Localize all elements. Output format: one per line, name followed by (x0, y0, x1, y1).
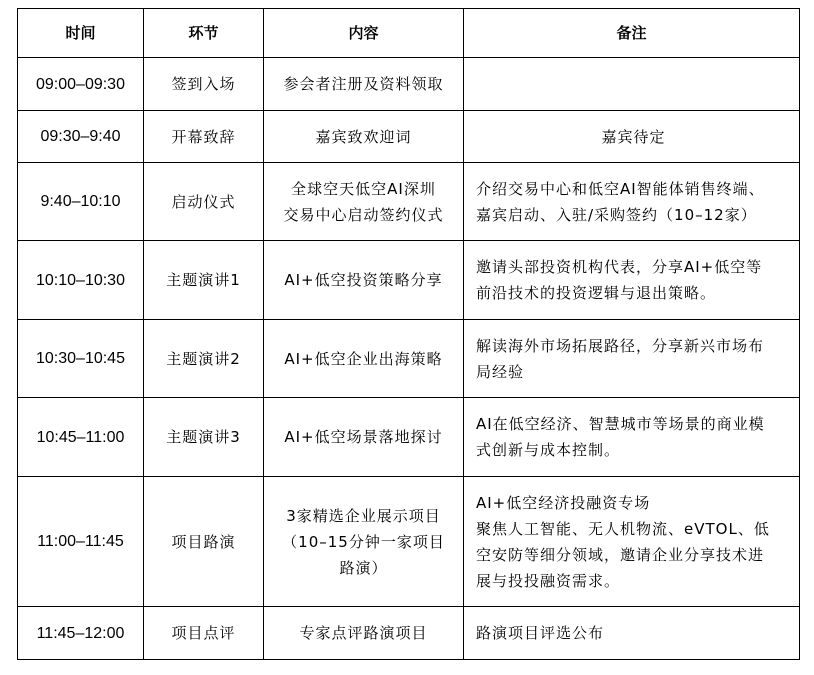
cell-content (264, 607, 464, 660)
table-header-row (18, 9, 800, 58)
notes-text (464, 254, 799, 306)
stage-text: 主题演讲1 (166, 271, 241, 289)
notes-text (464, 490, 799, 594)
content-line: 专家点评路演项目 (299, 624, 428, 642)
content-text (264, 620, 463, 646)
time-text: 11:45–12:00 (36, 624, 125, 642)
notes-line: AI+低空经济投融资专场 (476, 493, 651, 512)
cell-content (264, 477, 464, 607)
cell-time (18, 241, 144, 320)
content-line: 嘉宾致欢迎词 (315, 127, 412, 146)
table-row (18, 111, 800, 163)
table-row (18, 398, 800, 477)
cell-stage (144, 477, 264, 607)
notes-text (464, 333, 799, 385)
content-line: 全球空天低空AI深圳 (291, 179, 436, 198)
notes-line: 嘉宾待定 (601, 127, 666, 146)
cell-notes (464, 607, 800, 660)
cell-stage (144, 320, 264, 398)
notes-line: 介绍交易中心和低空AI智能体销售终端、 (476, 179, 765, 198)
content-text (264, 267, 463, 293)
table-row (18, 163, 800, 241)
stage-text: 启动仪式 (171, 192, 236, 211)
notes-line: 路演项目评选公布 (476, 624, 605, 642)
notes-line: 局经验 (476, 362, 525, 381)
table-row (18, 477, 800, 607)
content-text (264, 346, 463, 372)
cell-stage (144, 398, 264, 477)
notes-line: 空安防等细分领域，邀请企业分享技术进 (476, 545, 765, 564)
time-text: 11:00–11:45 (37, 533, 124, 550)
agenda-table (17, 8, 800, 660)
content-line: 参会者注册及资料领取 (283, 75, 444, 93)
time-text: 10:10–10:30 (36, 271, 125, 289)
cell-notes (464, 163, 800, 241)
content-line: AI+低空投资策略分享 (284, 271, 443, 289)
content-text (264, 424, 463, 450)
time-text: 10:30–10:45 (36, 350, 125, 367)
content-text (264, 124, 463, 150)
stage-text: 开幕致辞 (171, 127, 236, 146)
cell-stage (144, 241, 264, 320)
header-time: 时间 (18, 9, 144, 58)
content-line: 交易中心启动签约仪式 (283, 205, 444, 224)
cell-content (264, 320, 464, 398)
stage-text: 签到入场 (171, 75, 236, 93)
cell-stage (144, 111, 264, 163)
header-content: 内容 (264, 9, 464, 58)
cell-notes (464, 398, 800, 477)
notes-text (464, 620, 799, 646)
content-line: AI+低空场景落地探讨 (284, 428, 443, 446)
header-stage: 环节 (144, 9, 264, 58)
stage-text: 主题演讲3 (166, 428, 241, 446)
cell-time (18, 320, 144, 398)
notes-line: 展与投投融资需求。 (476, 571, 621, 590)
cell-time (18, 58, 144, 111)
cell-notes (464, 477, 800, 607)
notes-line: 前沿技术的投资逻辑与退出策略。 (476, 284, 717, 302)
notes-line: 解读海外市场拓展路径，分享新兴市场布 (476, 336, 765, 355)
stage-text: 项目点评 (171, 624, 236, 642)
cell-time (18, 607, 144, 660)
table-row (18, 607, 800, 660)
cell-time (18, 398, 144, 477)
table-row (18, 58, 800, 111)
cell-notes (464, 58, 800, 111)
header-notes: 备注 (464, 9, 800, 58)
cell-content (264, 111, 464, 163)
cell-content (264, 241, 464, 320)
stage-text: 主题演讲2 (166, 349, 241, 368)
cell-content (264, 163, 464, 241)
cell-stage (144, 58, 264, 111)
time-text: 9:40–10:10 (40, 193, 121, 210)
table-row (18, 241, 800, 320)
cell-time (18, 477, 144, 607)
notes-line: 邀请头部投资机构代表，分享AI+低空等 (476, 258, 763, 276)
time-text: 09:30–9:40 (40, 128, 121, 145)
notes-line: 聚焦人工智能、无人机物流、eVTOL、低 (476, 519, 770, 538)
cell-content (264, 58, 464, 111)
time-text: 09:00–09:30 (36, 75, 125, 93)
cell-time (18, 111, 144, 163)
content-line: 路演） (339, 558, 388, 577)
cell-notes (464, 241, 800, 320)
content-text (264, 176, 463, 228)
table-row (18, 320, 800, 398)
cell-content (264, 398, 464, 477)
cell-time (18, 163, 144, 241)
stage-text: 项目路演 (171, 532, 236, 551)
cell-stage (144, 163, 264, 241)
time-text: 10:45–11:00 (36, 428, 125, 446)
notes-text (464, 124, 799, 150)
notes-line: 嘉宾启动、入驻/采购签约（10–12家） (476, 205, 757, 224)
cell-stage (144, 607, 264, 660)
content-line: 3家精选企业展示项目 (286, 506, 441, 525)
notes-text (464, 176, 799, 228)
agenda-body (18, 58, 800, 660)
notes-line: AI在低空经济、智慧城市等场景的商业模 (476, 415, 765, 433)
content-line: AI+低空企业出海策略 (284, 349, 443, 368)
notes-line: 式创新与成本控制。 (476, 441, 621, 459)
content-text (264, 503, 463, 581)
notes-text (464, 411, 799, 463)
content-line: （10–15分钟一家项目 (282, 532, 445, 551)
content-text (264, 71, 463, 97)
cell-notes (464, 320, 800, 398)
cell-notes (464, 111, 800, 163)
